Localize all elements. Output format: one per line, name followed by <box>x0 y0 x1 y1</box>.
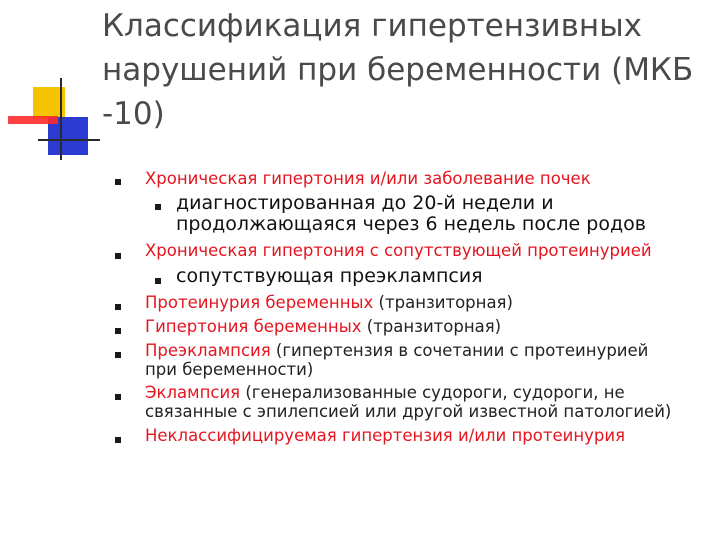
item-highlight-text: Эклампсия <box>145 383 241 402</box>
bullet-square-icon <box>115 328 121 334</box>
item-highlight-text: Протеинурия беременных <box>145 293 374 312</box>
deco-red-bar <box>8 116 58 124</box>
bullet-square-icon <box>155 278 161 284</box>
list-item <box>145 341 648 379</box>
sub-list-item <box>176 266 483 287</box>
list-item <box>145 293 513 312</box>
decorative-corner-graphic <box>0 0 100 170</box>
bullet-square-icon <box>115 352 121 358</box>
bullet-square-icon <box>115 253 121 259</box>
item-text: (транзиторная) <box>373 293 513 312</box>
item-highlight-text: Гипертония беременных <box>145 317 362 336</box>
list-item <box>145 426 625 445</box>
bullet-square-icon <box>115 179 121 185</box>
sub-item-line: диагностированная до 20-й недели и <box>176 192 554 214</box>
sub-list-item <box>176 193 646 235</box>
sub-item-line: продолжающаяся через 6 недель после родов <box>176 213 646 235</box>
item-highlight-text: Хроническая гипертония с сопутствующей протеинурией <box>145 241 652 260</box>
item-highlight-text: Хроническая гипертония и/или заболевание почек <box>145 169 591 188</box>
item-text-continuation: связанные с эпилепсией или другой известной патологией) <box>145 402 672 421</box>
list-item <box>145 241 652 260</box>
item-text: (генерализованные судороги, судороги, не <box>240 383 625 402</box>
bullet-square-icon <box>115 304 121 310</box>
list-item <box>145 317 501 336</box>
item-text-continuation: при беременности) <box>145 360 314 379</box>
item-highlight-text: Неклассифицируемая гипертензия и/или протеинурия <box>145 426 626 445</box>
bullet-square-icon <box>115 437 121 443</box>
bullet-square-icon <box>155 204 161 210</box>
item-text: (гипертензия в сочетании с протеинурией <box>270 341 649 360</box>
title-line: Классификация гипертензивных <box>102 8 643 44</box>
item-highlight-text: Преэклампсия <box>145 341 271 360</box>
list-item <box>145 383 671 421</box>
slide-title <box>102 4 702 136</box>
title-line: нарушений при беременности (МКБ <box>102 52 694 88</box>
bullet-square-icon <box>115 394 121 400</box>
list-item <box>145 169 591 188</box>
item-text: (транзиторная) <box>361 317 502 336</box>
title-line: -10) <box>102 96 165 132</box>
sub-item-line: сопутствующая преэклампсия <box>176 265 483 287</box>
